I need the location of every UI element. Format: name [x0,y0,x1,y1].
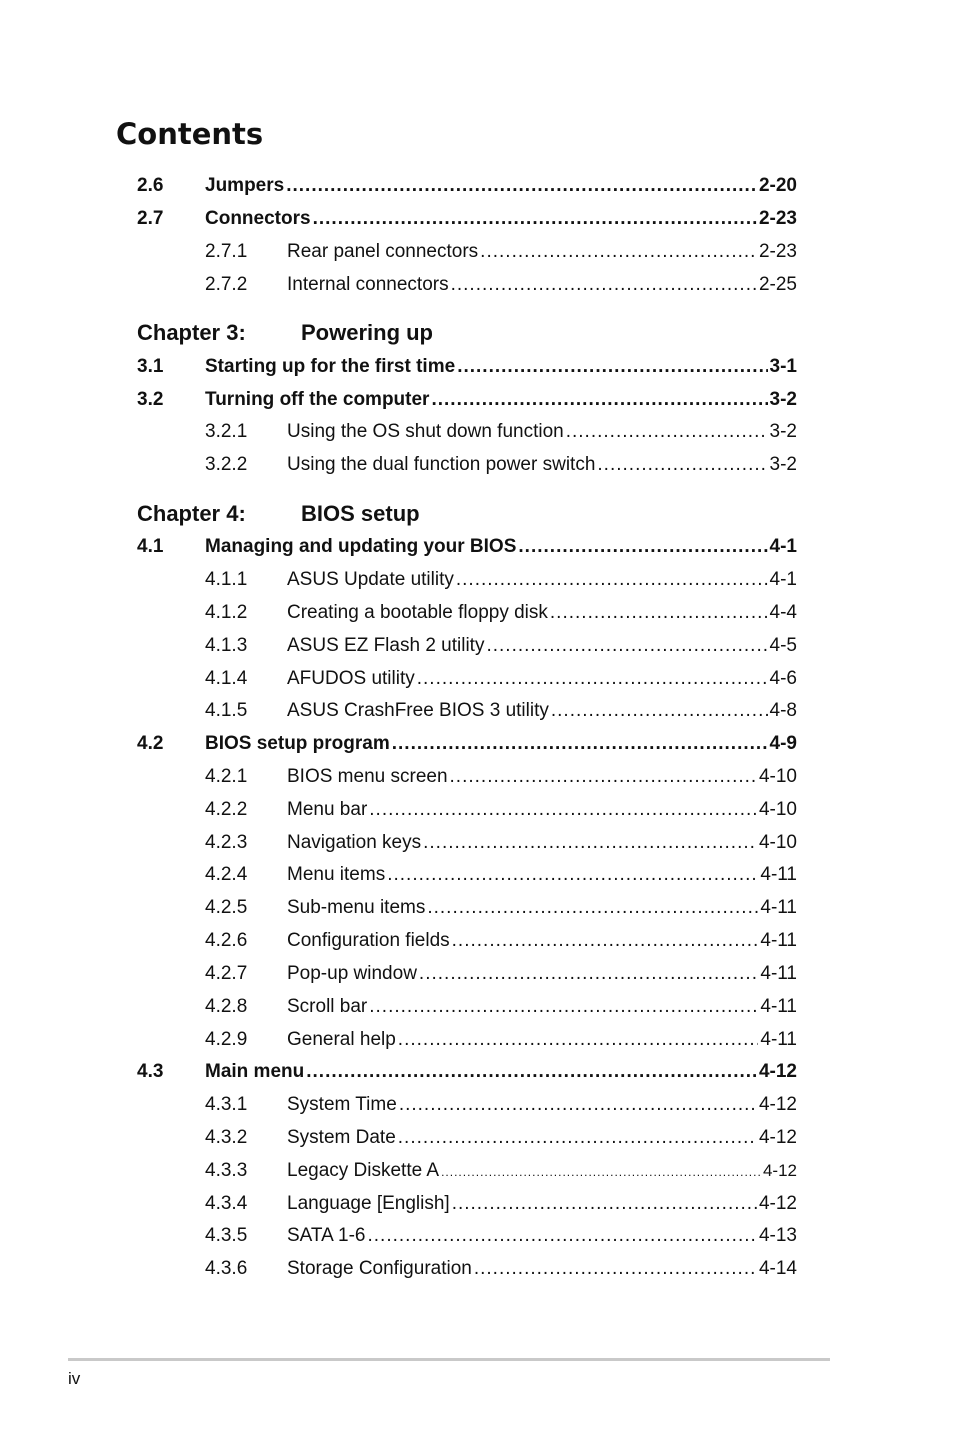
chapter-title: BIOS setup [301,501,420,526]
toc-subsection[interactable] [0,861,954,889]
toc-subsection[interactable] [0,566,954,594]
toc-subsection[interactable] [0,829,954,857]
section-title: Main menu [205,1061,305,1082]
section-number: 3.1 [137,356,164,377]
dot-leader [486,632,767,660]
subsection-number: 4.1.2 [205,602,248,623]
subsection-title: AFUDOS utility [287,668,415,689]
subsection-number: 4.2.5 [205,897,248,918]
toc-subsection[interactable] [0,451,954,479]
subsection-number: 4.2.6 [205,930,248,951]
page-ref: 4-14 [758,1258,797,1279]
toc-subsection[interactable] [0,418,954,446]
subsection-number: 4.2.3 [205,832,248,853]
dot-leader [286,172,757,200]
toc-subsection[interactable] [0,960,954,988]
page-ref: 4-9 [769,733,797,754]
dot-leader [423,829,757,857]
toc-section[interactable] [0,1058,954,1086]
subsection-title: Creating a bootable floppy disk [287,602,548,623]
subsection-number: 2.7.1 [205,241,248,262]
page-ref: 4-5 [769,635,797,656]
toc-subsection[interactable] [0,1026,954,1054]
toc-subsection[interactable] [0,894,954,922]
page-ref: 4-11 [760,996,797,1017]
subsection-title: ASUS EZ Flash 2 utility [287,635,485,656]
subsection-number: 4.3.6 [205,1258,248,1279]
section-number: 3.2 [137,389,164,410]
subsection-number: 4.2.7 [205,963,248,984]
subsection-title: Pop-up window [287,963,417,984]
toc-subsection[interactable] [0,599,954,627]
subsection-title: Configuration fields [287,930,450,951]
page-ref: 4-1 [769,569,797,590]
subsection-number: 4.2.4 [205,864,248,885]
page-ref: 3-1 [769,356,797,377]
section-number: 2.6 [137,175,164,196]
dot-leader [369,796,757,824]
dot-leader [450,763,757,791]
chapter-heading[interactable] [0,317,954,349]
subsection-title: Menu items [287,864,386,885]
section-number: 4.1 [137,536,164,557]
subsection-title: Navigation keys [287,832,422,853]
chapter-heading[interactable] [0,498,954,530]
dot-leader [452,1190,757,1218]
page-ref: 4-11 [760,897,797,918]
page-ref: 4-11 [760,864,797,885]
toc-section[interactable] [0,205,954,233]
dot-leader [392,730,768,758]
page-ref: 4-11 [760,1029,797,1050]
subsection-number: 4.1.3 [205,635,248,656]
page-ref: 4-1 [769,536,797,557]
dot-leader [457,353,767,381]
section-number: 2.7 [137,208,164,229]
page-ref: 4-12 [758,1193,797,1214]
subsection-title: ASUS Update utility [287,569,454,590]
toc-section[interactable] [0,730,954,758]
toc-subsection[interactable] [0,1255,954,1283]
subsection-title: Language [English] [287,1193,450,1214]
page-ref: 4-8 [769,700,797,721]
subsection-number: 4.3.3 [205,1160,248,1181]
page-ref: 2-23 [758,208,797,229]
subsection-title: General help [287,1029,396,1050]
toc-subsection[interactable] [0,1091,954,1119]
subsection-title: System Time [287,1094,397,1115]
chapter-label: Chapter 4: [137,501,246,526]
page-ref: 4-10 [758,832,797,853]
subsection-number: 3.2.1 [205,421,248,442]
page-ref: 4-10 [758,766,797,787]
section-number: 4.2 [137,733,164,754]
toc-subsection[interactable] [0,1190,954,1218]
subsection-title: Internal connectors [287,274,449,295]
dot-leader [597,451,767,479]
dot-leader [419,960,758,988]
subsection-title: Menu bar [287,799,368,820]
toc-subsection[interactable] [0,993,954,1021]
section-number: 4.3 [137,1061,164,1082]
section-title: Jumpers [205,175,285,196]
page-ref: 4-11 [760,930,797,951]
toc-subsection[interactable] [0,665,954,693]
toc-subsection[interactable] [0,238,954,266]
toc-subsection[interactable] [0,1157,954,1185]
section-title: Managing and updating your BIOS [205,536,517,557]
page-ref: 4-12 [762,1161,797,1180]
dot-leader [441,1158,761,1186]
toc-section[interactable] [0,172,954,200]
subsection-title: Storage Configuration [287,1258,472,1279]
page-ref: 4-11 [760,963,797,984]
toc-section[interactable] [0,386,954,414]
subsection-number: 4.1.4 [205,668,248,689]
page-ref: 4-12 [758,1127,797,1148]
toc-subsection[interactable] [0,927,954,955]
toc-subsection[interactable] [0,632,954,660]
subsection-title: ASUS CrashFree BIOS 3 utility [287,700,549,721]
subsection-number: 3.2.2 [205,454,248,475]
page-ref: 4-6 [769,668,797,689]
toc-subsection[interactable] [0,1222,954,1250]
subsection-number: 4.3.4 [205,1193,248,1214]
page-ref: 4-13 [758,1225,797,1246]
toc-subsection[interactable] [0,796,954,824]
page-ref: 2-25 [758,274,797,295]
dot-leader [518,533,767,561]
dot-leader [417,665,768,693]
toc-section[interactable] [0,353,954,381]
toc-section[interactable] [0,533,954,561]
dot-leader [550,599,768,627]
page-number: iv [68,1369,81,1388]
dot-leader [451,271,757,299]
dot-leader [369,993,758,1021]
page-ref: 4-4 [769,602,797,623]
dot-leader [313,205,757,233]
subsection-title: Scroll bar [287,996,368,1017]
page-ref: 3-2 [769,421,797,442]
subsection-title: Using the dual function power switch [287,454,596,475]
dot-leader [398,1026,759,1054]
dot-leader [474,1255,757,1283]
dot-leader [456,566,768,594]
toc-subsection[interactable] [0,1124,954,1152]
chapter-label: Chapter 3: [137,320,246,345]
dot-leader [399,1091,757,1119]
dot-leader [368,1222,757,1250]
subsection-number: 4.1.1 [205,569,248,590]
footer-divider [68,1358,830,1361]
subsection-number: 4.3.1 [205,1094,248,1115]
page-ref: 2-23 [758,241,797,262]
dot-leader [306,1058,757,1086]
subsection-number: 2.7.2 [205,274,248,295]
dot-leader [398,1124,757,1152]
page-ref: 2-20 [758,175,797,196]
section-title: Connectors [205,208,311,229]
subsection-number: 4.2.2 [205,799,248,820]
page-ref: 4-12 [758,1061,797,1082]
subsection-title: SATA 1-6 [287,1225,366,1246]
section-title: BIOS setup program [205,733,390,754]
dot-leader [566,418,768,446]
toc-subsection[interactable] [0,271,954,299]
subsection-title: Legacy Diskette A [287,1160,440,1181]
subsection-number: 4.2.8 [205,996,248,1017]
toc-subsection[interactable] [0,697,954,725]
page-title: Contents [116,117,264,151]
chapter-title: Powering up [301,320,433,345]
subsection-title: BIOS menu screen [287,766,448,787]
dot-leader [431,386,767,414]
dot-leader [387,861,758,889]
dot-leader [452,927,759,955]
subsection-number: 4.2.9 [205,1029,248,1050]
page-ref: 4-12 [758,1094,797,1115]
subsection-title: Using the OS shut down function [287,421,564,442]
dot-leader [427,894,758,922]
subsection-title: Sub-menu items [287,897,426,918]
section-title: Starting up for the first time [205,356,456,377]
page-ref: 4-10 [758,799,797,820]
section-title: Turning off the computer [205,389,430,410]
subsection-title: System Date [287,1127,396,1148]
subsection-number: 4.3.2 [205,1127,248,1148]
subsection-number: 4.2.1 [205,766,248,787]
toc-subsection[interactable] [0,763,954,791]
dot-leader [480,238,757,266]
page-ref: 3-2 [769,389,797,410]
subsection-title: Rear panel connectors [287,241,479,262]
subsection-number: 4.1.5 [205,700,248,721]
page-ref: 3-2 [769,454,797,475]
subsection-number: 4.3.5 [205,1225,248,1246]
dot-leader [551,697,768,725]
